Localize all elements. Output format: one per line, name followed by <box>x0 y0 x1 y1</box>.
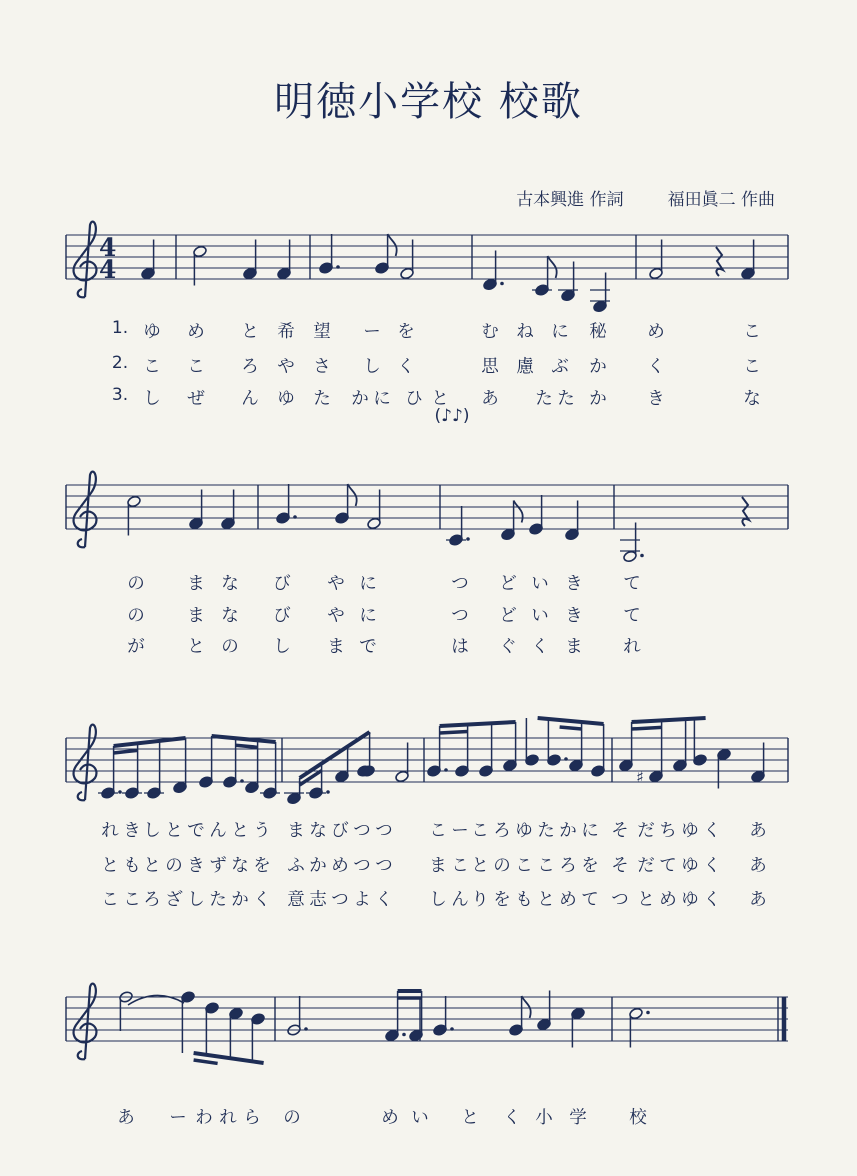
dot <box>466 537 470 541</box>
lyric-syllable: と <box>241 322 259 342</box>
beam-secondary <box>632 727 662 729</box>
lyric-syllable: く <box>703 890 721 910</box>
sharp-sign: ♯ <box>636 767 644 787</box>
dot <box>293 515 297 519</box>
dot <box>640 554 644 558</box>
lyric-syllable: と <box>537 890 555 910</box>
staff-system <box>66 984 788 1064</box>
lyric-syllable: に <box>359 606 377 626</box>
lyric-syllable: や <box>327 574 345 594</box>
lyric-syllable: し <box>363 357 381 377</box>
dot <box>564 757 568 761</box>
lyric-syllable: あ <box>749 821 767 841</box>
lyric-syllable: ん <box>241 389 259 409</box>
beam-secondary <box>194 1060 218 1063</box>
lyric-syllable: め <box>659 890 677 910</box>
lyric-syllable: と <box>431 389 449 409</box>
lyric-syllable: ゆ <box>277 389 295 409</box>
lyric-syllable: し <box>143 389 161 409</box>
lyric-syllable: か <box>559 821 577 841</box>
lyric-syllable: で <box>359 637 377 657</box>
lyric-syllable: ま <box>187 574 205 594</box>
lyric-syllable: ゆ <box>143 322 161 342</box>
lyric-syllable: こ <box>123 890 141 910</box>
lyric-syllable: こ <box>429 821 447 841</box>
verse-number: 2. <box>111 353 129 373</box>
lyric-syllable: や <box>327 606 345 626</box>
lyric-syllable: ど <box>499 606 517 626</box>
lyric-syllable: び <box>273 606 291 626</box>
lyric-syllable: な <box>231 856 249 876</box>
lyric-syllable: し <box>273 637 291 657</box>
lyric-syllable: く <box>375 890 393 910</box>
lyric-syllable: め <box>381 1108 399 1128</box>
note-flag <box>348 484 357 506</box>
lyric-syllable: が <box>127 637 145 657</box>
dot <box>444 768 448 772</box>
beam-secondary <box>560 727 582 729</box>
lyric-syllable: と <box>231 821 249 841</box>
lyric-syllable: こ <box>537 856 555 876</box>
lyric-syllable: ゆ <box>681 856 699 876</box>
lyricist-credit: 古本興進 作詞 <box>516 190 624 210</box>
lyric-syllable: れ <box>219 1108 237 1128</box>
lyric-syllable: て <box>581 890 599 910</box>
lyric-syllable: か <box>309 856 327 876</box>
dot <box>304 1027 308 1031</box>
lyric-syllable: あ <box>117 1108 135 1128</box>
lyric-syllable: た <box>535 389 553 409</box>
song-title: 明徳小学校 校歌 <box>274 79 583 125</box>
lyric-syllable: び <box>273 574 291 594</box>
lyric-syllable: き <box>647 389 665 409</box>
time-signature-bottom: 4 <box>99 255 117 284</box>
lyric-syllable: ま <box>187 606 205 626</box>
lyric-syllable: ろ <box>559 856 577 876</box>
lyric-syllable: き <box>123 821 141 841</box>
lyric-syllable: あ <box>749 890 767 910</box>
lyric-syllable: ー <box>363 322 381 342</box>
lyric-syllable: 小 <box>535 1108 553 1128</box>
lyric-syllable: た <box>313 389 331 409</box>
lyric-syllable: ど <box>499 574 517 594</box>
lyric-syllable: ん <box>451 890 469 910</box>
lyric-syllable: ま <box>287 821 305 841</box>
lyric-syllable: め <box>331 856 349 876</box>
lyric-syllable: よ <box>353 890 371 910</box>
note-flag <box>548 256 557 278</box>
lyric-syllable: た <box>557 389 575 409</box>
lyric-syllable: 志 <box>309 890 327 910</box>
lyric-syllable: つ <box>451 574 469 594</box>
lyric-syllable: 慮 <box>516 357 534 377</box>
lyric-syllable: と <box>101 856 119 876</box>
lyric-syllable: 希 <box>277 322 295 342</box>
lyric-syllable: く <box>253 890 271 910</box>
lyric-syllable: く <box>703 821 721 841</box>
lyric-syllable: れ <box>101 821 119 841</box>
lyric-syllable: 秘 <box>589 322 607 342</box>
lyric-syllable: は <box>451 637 469 657</box>
staff-system <box>66 718 788 805</box>
lyric-syllable: も <box>515 890 533 910</box>
lyric-syllable: く <box>503 1108 521 1128</box>
composer-credit: 福田眞二 作曲 <box>667 190 775 210</box>
lyric-syllable: た <box>537 821 555 841</box>
lyric-syllable: こ <box>515 856 533 876</box>
lyric-syllable: ろ <box>241 357 259 377</box>
note-flag <box>388 234 397 256</box>
dot <box>118 790 122 794</box>
quarter-rest <box>742 497 749 526</box>
lyric-syllable: 思 <box>481 357 499 377</box>
lyric-syllable: ね <box>516 322 534 342</box>
lyric-syllable: ぐ <box>499 637 517 657</box>
lyric-syllable: く <box>703 856 721 876</box>
lyric-syllable: の <box>127 574 145 594</box>
lyric-syllable: き <box>187 856 205 876</box>
lyric-syllable: い <box>531 606 549 626</box>
lyric-syllable: ふ <box>287 856 305 876</box>
lyric-syllable: つ <box>375 821 393 841</box>
lyric-syllable: て <box>659 856 677 876</box>
lyric-syllable: く <box>647 357 665 377</box>
lyric-syllable: つ <box>375 856 393 876</box>
lyric-syllable: ま <box>565 637 583 657</box>
lyric-syllable: こ <box>143 357 161 377</box>
lyric-syllable: り <box>471 890 489 910</box>
lyric-syllable: ち <box>659 821 677 841</box>
quarter-rest <box>716 247 723 276</box>
dot <box>240 779 244 783</box>
lyric-syllable: を <box>581 856 599 876</box>
note-flag <box>514 501 523 523</box>
lyric-syllable: か <box>589 357 607 377</box>
lyric-syllable: め <box>647 322 665 342</box>
lyric-syllable: ゆ <box>681 821 699 841</box>
lyric-syllable: む <box>481 322 499 342</box>
lyric-syllable: く <box>531 637 549 657</box>
lyric-syllable: い <box>531 574 549 594</box>
lyric-syllable: こ <box>451 856 469 876</box>
lyric-syllable: だ <box>637 821 655 841</box>
lyric-syllable: つ <box>331 890 349 910</box>
treble-clef <box>74 472 97 548</box>
lyric-syllable: こ <box>743 322 761 342</box>
lyric-syllable: ろ <box>493 821 511 841</box>
dot <box>500 282 504 286</box>
lyric-syllable: き <box>565 606 583 626</box>
lyric-syllable: こ <box>743 357 761 377</box>
note-annotation: (♪♪) <box>434 406 470 426</box>
lyric-syllable: ぜ <box>187 389 205 409</box>
lyric-syllable: あ <box>749 856 767 876</box>
lyric-syllable: あ <box>481 389 499 409</box>
lyric-syllable: こ <box>187 357 205 377</box>
beam <box>440 722 516 726</box>
beam <box>114 738 186 746</box>
lyric-syllable: か <box>589 389 607 409</box>
lyric-syllable: て <box>623 574 641 594</box>
lyric-syllable: な <box>309 821 327 841</box>
lyric-syllable: ゆ <box>681 890 699 910</box>
lyric-syllable: や <box>277 357 295 377</box>
lyric-syllable: わ <box>195 1108 213 1128</box>
lyric-syllable: を <box>253 856 271 876</box>
lyric-syllable: だ <box>637 856 655 876</box>
lyric-syllable: に <box>359 574 377 594</box>
lyric-syllable: と <box>165 821 183 841</box>
lyric-syllable: く <box>397 357 415 377</box>
note-flag <box>522 996 531 1018</box>
beam-secondary <box>114 750 138 753</box>
lyric-syllable: つ <box>353 856 371 876</box>
lyric-syllable: な <box>221 606 239 626</box>
lyric-syllable: の <box>493 856 511 876</box>
lyric-syllable: そ <box>611 821 629 841</box>
beam <box>538 718 604 724</box>
lyric-syllable: さ <box>313 357 331 377</box>
lyric-syllable: の <box>221 637 239 657</box>
lyric-syllable: ゆ <box>515 821 533 841</box>
lyric-syllable: も <box>123 856 141 876</box>
lyric-syllable: め <box>187 322 205 342</box>
lyric-syllable: う <box>253 821 271 841</box>
lyric-syllable: し <box>429 890 447 910</box>
dot <box>646 1011 650 1015</box>
lyric-syllable: と <box>187 637 205 657</box>
verse-number: 1. <box>111 318 129 338</box>
lyric-syllable: ず <box>209 856 227 876</box>
lyric-syllable: に <box>551 322 569 342</box>
lyric-syllable: か <box>231 890 249 910</box>
beam-secondary <box>236 745 258 747</box>
lyric-syllable: か <box>351 389 369 409</box>
lyric-syllable: た <box>209 890 227 910</box>
dot <box>402 1033 406 1037</box>
lyric-syllable: い <box>411 1108 429 1128</box>
lyric-syllable: こ <box>101 890 119 910</box>
lyric-syllable: つ <box>353 821 371 841</box>
lyric-syllable: ま <box>429 856 447 876</box>
lyric-syllable: ら <box>243 1108 261 1128</box>
lyric-syllable: と <box>637 890 655 910</box>
lyric-syllable: の <box>165 856 183 876</box>
lyric-syllable: な <box>743 389 761 409</box>
lyric-syllable: と <box>471 856 489 876</box>
lyric-syllable: つ <box>611 890 629 910</box>
beam-secondary <box>440 732 468 733</box>
lyric-syllable: と <box>461 1108 479 1128</box>
lyric-syllable: ぶ <box>551 357 569 377</box>
dot <box>326 790 330 794</box>
beam <box>212 736 276 742</box>
staff-system <box>66 472 788 563</box>
lyric-syllable: ん <box>209 821 227 841</box>
lyric-syllable: の <box>283 1108 301 1128</box>
treble-clef <box>74 984 97 1060</box>
lyric-syllable: と <box>143 856 161 876</box>
treble-clef <box>74 222 97 298</box>
time-signature-top: 4 <box>99 233 117 262</box>
lyric-syllable: て <box>623 606 641 626</box>
dot <box>336 265 340 269</box>
lyric-syllable: に <box>373 389 391 409</box>
lyric-syllable: つ <box>451 606 469 626</box>
lyric-syllable: な <box>221 574 239 594</box>
lyric-syllable: を <box>493 890 511 910</box>
dot <box>450 1027 454 1031</box>
lyric-syllable: 望 <box>313 322 331 342</box>
lyric-syllable: び <box>331 821 349 841</box>
lyric-syllable: の <box>127 606 145 626</box>
lyric-syllable: で <box>187 821 205 841</box>
lyric-syllable: ー <box>169 1108 187 1128</box>
staff-system <box>66 222 788 313</box>
lyric-syllable: れ <box>623 637 641 657</box>
lyric-syllable: ざ <box>165 890 183 910</box>
lyric-syllable: し <box>187 890 205 910</box>
lyric-syllable: こ <box>471 821 489 841</box>
treble-clef <box>74 725 97 801</box>
lyric-syllable: 学 <box>569 1108 587 1128</box>
lyric-syllable: 意 <box>287 890 305 910</box>
lyric-syllable: を <box>397 322 415 342</box>
lyric-syllable: ひ <box>405 389 423 409</box>
lyric-syllable: め <box>559 890 577 910</box>
lyric-syllable: ま <box>327 637 345 657</box>
lyric-syllable: し <box>143 821 161 841</box>
lyric-syllable: き <box>565 574 583 594</box>
lyric-syllable: ろ <box>143 890 161 910</box>
lyric-syllable: ー <box>451 821 469 841</box>
lyric-syllable: そ <box>611 856 629 876</box>
verse-number: 3. <box>111 385 129 405</box>
lyric-syllable: に <box>581 821 599 841</box>
lyric-syllable: 校 <box>629 1108 647 1128</box>
